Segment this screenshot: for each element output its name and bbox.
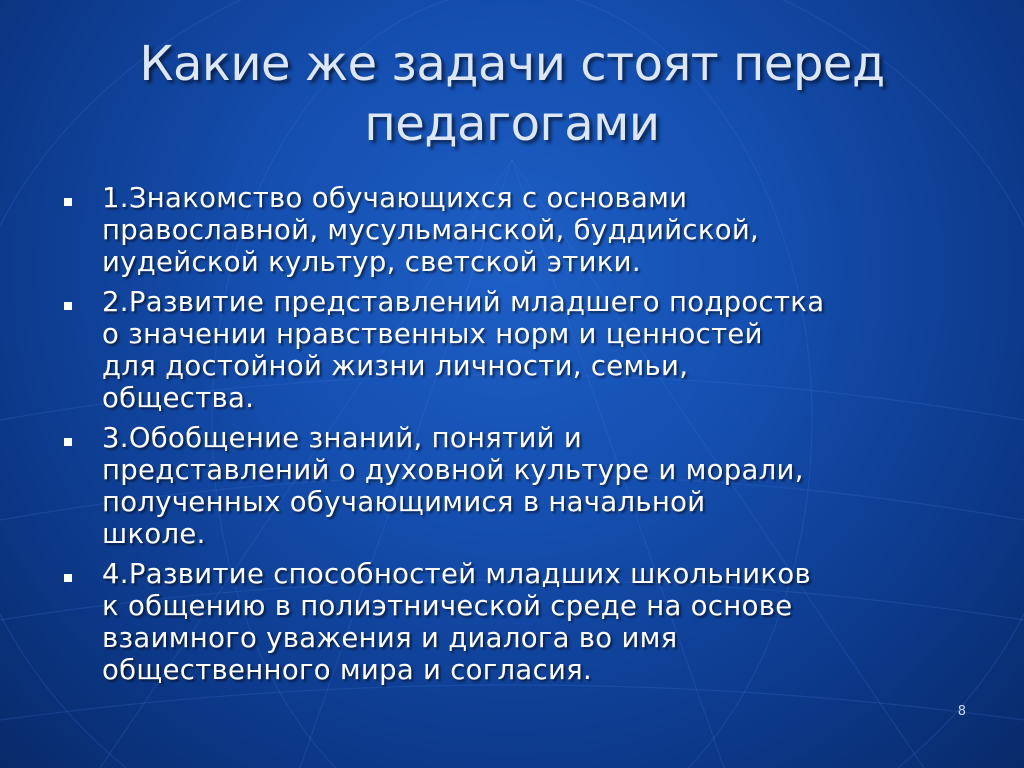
bullet-text-line: 4.Развитие способностей младших школьников: [102, 558, 811, 590]
bullet-item-3: [58, 422, 978, 550]
bullet-text-line: школе.: [102, 518, 206, 550]
bullet-text: [102, 182, 978, 278]
slide-title-line-1: Какие же задачи стоят перед: [139, 36, 885, 92]
bullet-text-line: о значении нравственных норм и ценностей: [102, 318, 763, 350]
slide-title-line-2: педагогами: [364, 96, 660, 152]
square-bullet-icon: [64, 302, 72, 310]
bullet-item-4: [58, 558, 978, 686]
square-bullet-icon: [64, 198, 72, 206]
bullet-item-1: [58, 182, 978, 278]
slide-title: [60, 34, 964, 154]
bullet-text-line: православной, мусульманской, буддийской,: [102, 214, 760, 246]
bullet-text-line: для достойной жизни личности, семьи,: [102, 350, 689, 382]
bullet-text-line: общественного мира и согласия.: [102, 654, 593, 686]
bullet-list: [58, 182, 978, 694]
bullet-text: [102, 286, 978, 414]
square-bullet-icon: [64, 438, 72, 446]
slide-number: 8: [957, 704, 966, 719]
bullet-text-line: 1.Знакомство обучающихся с основами: [102, 182, 688, 214]
bullet-text-line: полученных обучающимися в начальной: [102, 486, 706, 518]
bullet-text-line: к общению в полиэтнической среде на основе: [102, 590, 793, 622]
bullet-text: [102, 558, 978, 686]
bullet-text-line: 2.Развитие представлений младшего подростка: [102, 286, 825, 318]
bullet-text-line: иудейской культур, светской этики.: [102, 246, 641, 278]
bullet-text-line: представлений о духовной культуре и морали,: [102, 454, 804, 486]
bullet-item-2: [58, 286, 978, 414]
bullet-text-line: 3.Обобщение знаний, понятий и: [102, 422, 583, 454]
square-bullet-icon: [64, 574, 72, 582]
bullet-text-line: общества.: [102, 382, 255, 414]
bullet-text: [102, 422, 978, 550]
bullet-text-line: взаимного уважения и диалога во имя: [102, 622, 678, 654]
